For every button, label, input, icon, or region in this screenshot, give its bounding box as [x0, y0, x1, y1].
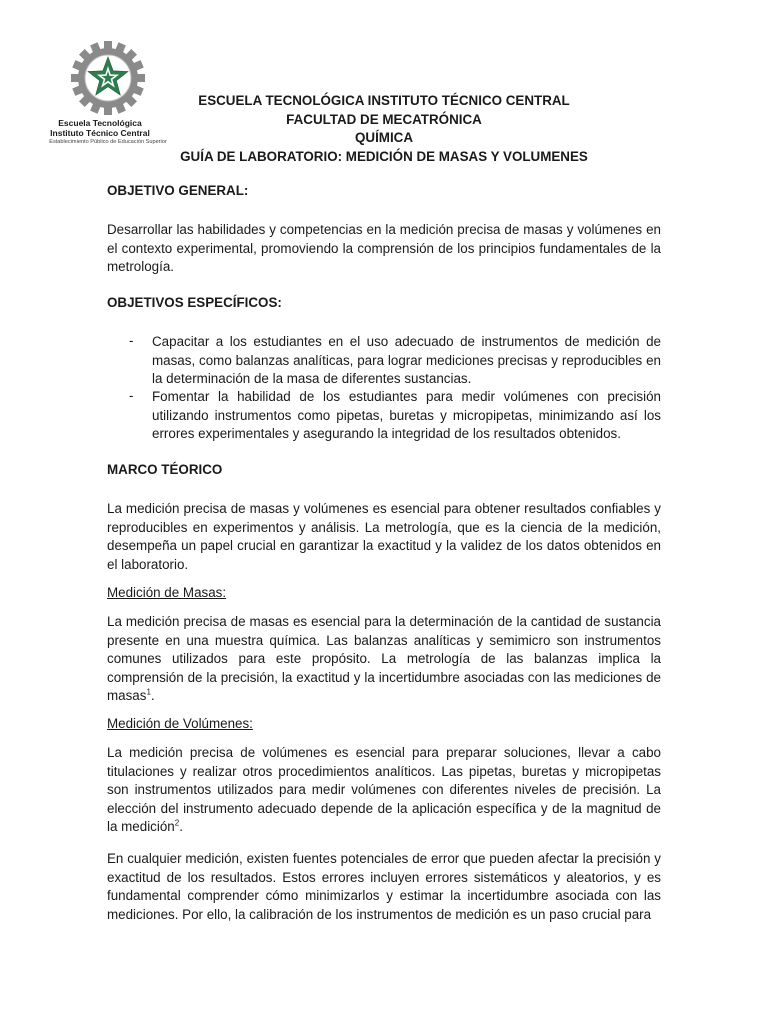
marco-teorico-intro: La medición precisa de masas y volúmenes es esencial para obtener resultados confiables y reproducibles en experimentos y análisis. La metrología, que es la ciencia de la medición, desempeña un papel crucial en garantizar la exactitud y la validez de los datos obtenidos en el laboratorio.: [107, 501, 661, 572]
medicion-masas-end: .: [150, 688, 155, 704]
list-bullet: -: [129, 333, 134, 348]
list-item: Fomentar la habilidad de los estudiantes para medir volúmenes con precisión utilizando instrumentos como pipetas, buretas y micropipetas, minimizando así los errores experimentales y asegurando la integridad de los resultados obtenidos.: [152, 389, 661, 442]
header-guide-title: GUÍA DE LABORATORIO: MEDICIÓN DE MASAS Y VOLUMENES: [180, 148, 588, 164]
logo-text-line1: Escuela Tecnológica: [58, 118, 142, 128]
medicion-masas-paragraph: [107, 613, 661, 706]
logo-text-line3: Establecimiento Público de Educación Superior: [49, 139, 167, 145]
footnote-ref-1: 1: [146, 687, 151, 697]
document-header: [170, 92, 598, 166]
errores-paragraph: En cualquier medición, existen fuentes potenciales de error que pueden afectar la precisión y exactitud de los resultados. Estos errores incluyen errores sistemáticos y aleatorios, y es fundamental comprender cómo minimizarlos y estimar la incertidumbre asociada con las mediciones. Por ello, la calibración de los instrumentos de medición es un paso crucial para: [107, 851, 661, 922]
marco-teorico-heading: MARCO TÉORICO: [107, 462, 223, 477]
header-institution: ESCUELA TECNOLÓGICA INSTITUTO TÉCNICO CENTRAL: [198, 93, 570, 108]
institution-logo: [40, 40, 176, 146]
list-item: Capacitar a los estudiantes en el uso adecuado de instrumentos de medición de masas, como balanzas analíticas, para lograr mediciones precisas y reproducibles en la determinación de la masa de diferentes sustancias.: [152, 334, 661, 387]
header-subject: QUÍMICA: [354, 130, 414, 145]
objetivos-especificos-heading: OBJETIVOS ESPECÍFICOS:: [107, 295, 282, 310]
list-bullet: -: [129, 388, 134, 403]
objetivo-general-heading: OBJETIVO GENERAL:: [107, 183, 249, 198]
logo-text-line2: Instituto Técnico Central: [50, 128, 150, 138]
medicion-masas-subheading: Medición de Masas:: [107, 585, 227, 600]
medicion-volumenes-paragraph: [107, 744, 661, 837]
medicion-masas-text: La medición precisa de masas es esencial para la determinación de la cantidad de sustancia presente en una muestra química. Las balanzas analíticas y semimicro son instrumentos comunes utilizados para este propósito. La metrología de las balanzas implica la comprensión de la precisión, la exactitud y la incertidumbre asociadas con las mediciones de masas: [107, 614, 661, 704]
medicion-volumenes-end: .: [179, 819, 183, 835]
footnote-ref-2: 2: [174, 818, 180, 828]
objetivo-general-text: Desarrollar las habilidades y competencias en la medición precisa de masas y volúmenes en el contexto experimental, promoviendo la comprensión de los principios fundamentales de la metrología.: [107, 222, 661, 275]
header-faculty: FACULTAD DE MECATRÓNICA: [286, 111, 482, 127]
medicion-volumenes-subheading: Medición de Volúmenes:: [107, 716, 253, 731]
medicion-volumenes-text: La medición precisa de volúmenes es esencial para preparar soluciones, llevar a cabo titulaciones y realizar otros procedimientos analíticos. Las pipetas, buretas y micropipetas son instrumentos utilizados para medir volúmenes con diferentes niveles de precisión. La elección del instrumento adecuado depende de la aplicación específica y de la magnitud de la medición: [107, 745, 661, 835]
gear-star-logo-icon: [68, 40, 148, 116]
